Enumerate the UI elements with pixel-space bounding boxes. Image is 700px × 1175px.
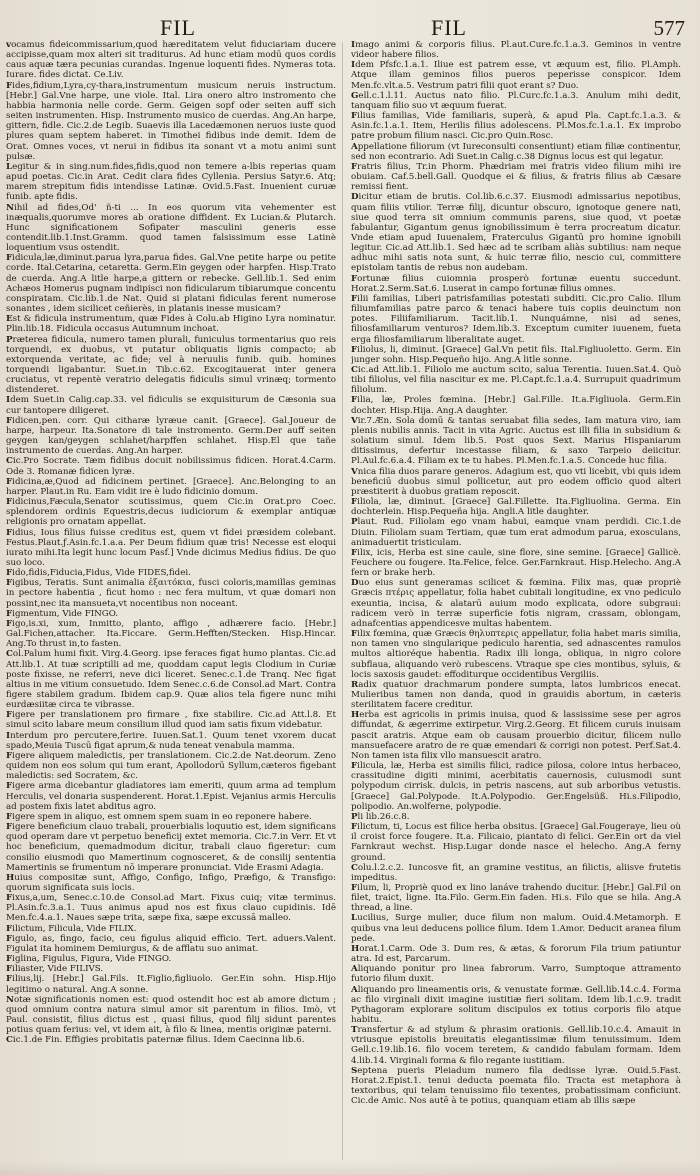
dictionary-entry: Legitur & in sing.num.fides,fidis,quod non temere a-lbis reperias quam apud poetas. Cic.in Arat. Cedit clara fides Cyllenia. Persius Satyr.6. Atq; marem strepitum fidis intendisse Latinæ. Ovid.5.Fast. Inuenient curuæ funib. apte fidis. [6,161,336,203]
dictionary-entry: Filiola, læ, diminut. [Graece] Gal.Fillette. Ita.Figliuolina. Germa. Ein dochterlein. Hisp.Pequeña hija. Angli.A litle daughter. [351,497,681,518]
dictionary-entry: Dicitur etiam de brutis. Col.lib.6.c.37. Eiusmodi admissarius nepotibus, quam filiis vtilior. Terræ filij, dicuntur obscuro, ignotoque genere nati, siue quod terra sit omnium communis parens, siue quod, vt poetæ fabulantur, Gigantum genus ignobilissimum è terra procreatum dicatur. Vnde etiam apud Iuuenalem, Fraterculus Gigantū pro homine ignobili legitur. Cic.ad Att.lib.1. Sed hæc ad te scribam aliàs subtilius: nam neque adhuc mihi satis nota sunt, & huic terræ filio, nescio cui, committere epistolam tantis de rebus non audebam. [351,192,681,274]
column-divider [342,42,343,1160]
dictionary-entry: Herba est agricolis in primis inuisa, quod & lassissime sese per agros diffundat, & ægerrime extirpetur. Virg.2.Georg. Et filicem curuis inuisam pascit aratris. Atque eam ob causam prouerbio dicitur, filicem nullo mansuefacere aratro de re quæ emendari & corrigi non potest. Perf.Sat.4. Non tamen ista filix vllo mansuescit aratro. [351,710,681,761]
dictionary-entry: Fortunæ filius cuiomnia prosperò fortunæ euentu succedunt. Horat.2.Serm.Sat.6. Luserat in campo fortunæ filius omnes. [351,273,681,294]
dictionary-entry: Figibus, Teratis. Sunt animalia ἐξαιτόκια, fusci coloris,mamillas geminas in pectore habentia , ficut homo : nec fera multum, vt quæ domari non possint,nec ita mansueta,vt nocentibus non noceant. [6,578,336,609]
dictionary-entry: Nihil ad fides,Od' ñ-ti ... In eos quorum vita vehementer est inæqualis,quorumve mores ab oratione diffident. Ex Lucian.& Plutarch. Hunc significationem Sofipater masculini generis esse contendit.lib.1.Inst.Gramm. quod tamen falsissimum esse Latinè loquentium vsus ostendit. [6,202,336,254]
dictionary-entry: Appellatione filiorum (vt Iureconsulti consentiunt) etiam filiæ continentur, sed non econtrario. Adi Suet.in Calig.c.38 Dignus locus est qui legatur. [351,141,681,162]
right-running-head: FIL [431,15,467,40]
left-running-head: FIL [160,15,196,40]
page-header [0,9,700,40]
dictionary-entry: Filicula, læ, Herba est similis filici, radice pilosa, colore intus herbaceo, crassitudine digiti minimi, acerbitatis cauernosis, cuiusmodi sunt polypodum cirrisk. dulcis, in petris nascens, aut sub arboribus vetustis. [Graece] Gal.Polypode. It.A.Polypodio. Ger.Engelsüß. Hi.s.Filipodio, polipodio. An.wolferne, polypodie. [351,761,681,812]
dictionary-entry: Figo,is.xi, xum, Inmitto, planto, affigo , adhærere facio. [Hebr.] Gal.Fichen,attacher. Ita.Ficcare. Germ.Hefften/Stecken. Hisp.Hincar. Ang.To thrust in,to fasten. [6,618,336,650]
dictionary-entry: Cic.ad Att.lib.1. Filiolo me auctum scito, salua Terentia. Iuuen.Sat.4. Quò tibi filiolus, vel filia nascitur ex me. Pl.Capt.fc.1.a.4. Surrupuit quadrimum filiolum. [351,365,681,396]
dictionary-entry: Vir.7.Æn. Sola domū & tantas seruabat filia sedes, Iam matura viro, iam plenis nubilis annis. Tacit in vita Agric. Auctus est illi filia in subsidium & solatium simul. Idem lib.5. Post quos Sext. Marius Hispaniarum ditissimus, defertur incestasse filiam, & saxo Tarpeio deiicitur. Pl.Aul.fc.6.a.4. Filiam ex te tu habes. Pl.Men.fc.1.a.5. Concede huc filia. [351,415,681,467]
dictionary-entry: Filia, læ, Proles fœmina. [Hebr.] Gal.Fille. It.a.Figliuola. Germ.Ein dochter. Hisp.Hija. Ang.A daughter. [351,395,681,416]
dictionary-entry: Septena pueris Pleiadum numero fila dedisse lyræ. Ouid.5.Fast. Horat.2.Epist.1. tenui deducta poemata filo. Tracta est metaphora à textoribus, qui telam tenuissimo filo texentes, probatissimam conficiunt. Cic.de Amic. Nos autē à te potius, quanquam etiam ab illis sæpe [351,1065,681,1107]
dictionary-entry: Figulo, as, fingo, facio, ceu figulus aliquid efficio. Tert. aduers.Valent. Figulat ita hominem Demiurgus, & de afflatu suo animat. [6,933,336,954]
dictionary-entry: Filix fœmina, quæ Græcis θηλυπτερις appellatur, folia habet maris similia, non tamen vno singularique pediculo harentia, sed adnascentes ramulos multos altioréque habentia. Radix illi longa, obliqua, in nigro colore subflaua, aliquando verò rubescens. Vtraque spe cies montibus, syluis, & locis saxosis gaudet: effoditurque occidentibus Vergiliis. [351,629,681,680]
dictionary-entry: Fidicula,læ,diminut.parua lyra,parua fides. Gal.Vne petite harpe ou petite corde. Ital.Cetarina, cetaretta. Germ.Ein geygen oder harpfen. Hisp.Trato de cuerda. Ang.A litle harpe,a gittern or rebecke. Gell.lib.1. Sed enim Achæos Homerus pugnam indipisci non fidicularum tibiarumque concentu conspiratam. Cic.lib.1.de Nat. Quid si platani fidiculas ferent numerose sonantes , idem sicilicet ceñierès, in platanis inesse musicam? [6,253,336,315]
dictionary-entry: Huius compositæ sunt, Affigo, Configo, Infigo, Præfigo, & Transfigo: quorum significata suis locis. [6,872,336,893]
dictionary-entry: Lucilius, Surge mulier, duce filum non malum. Ouid.4.Metamorph. E quibus vna leui deducens pollice filum. Idem 1.Amor. Deducit aranea filum pede. [351,913,681,944]
dictionary-entry: Colu.l.2.c.2. Iuncosve fit, an gramine vestitus, an filictis, aliisve frutetis impeditus. [351,862,681,883]
right-entry-list [351,40,681,1106]
dictionary-entry: Filictum, Filicula, Vide FILIX. [6,923,137,934]
dictionary-entry: Horat.1.Carm. Ode 3. Dum res, & ætas, & fororum Fila trium patiuntur atra. Id est, Parcarum. [351,943,681,965]
dictionary-entry: Fratris filius, Tr.in Phorm. Phædriam mei fratris video filium mihi ire obuiam. Caf.5.bell.Gall. Quodque ei & filius, & fratris filius ab Cæsare remissi fient. [351,161,681,193]
dictionary-entry: Filictum, ti, Locus est filice herba obsitus. [Graece] Gal.Fougeraye, lieu où il croist force fougere. It.a. Filicaio, piantato di felici. Ger.Ein ort da viel Farnkraut wechst. Hisp.Lugar donde nasce el helecho. Ang.A ferny ground. [351,822,681,863]
dictionary-entry: Fidicen,pen. corr. Qui citharæ lyræue canit. [Graece]. Gal.Joueur de harpe, harpeur. Ita.Sonatore di tale instromento. Germ.Der auff seiten geygen kan/geygen schlahet/harpffen schlahet. Hisp.El que tañe instrumento de cuerdas. Ang.An harper. [6,415,336,457]
dictionary-entry: Filius,lij. [Hebr.] Gal.Fils. It.Figlio,figliuolo. Ger.Ein sohn. Hisp.Hijo legitimo o natural. Ang.A sonne. [6,974,336,995]
dictionary-entry: Transfertur & ad stylum & phrasim orationis. Gell.lib.10.c.4. Amauit in vtriusque epistolis breuitatis elegantissimæ filum tenuissimum. Idem Gell.c.19.lib.16. filo vocem teretem, & candido fabulam formam. Idem 4.lib.14. Virginali forma & filo regante iustitiam. [351,1025,681,1066]
dictionary-entry: Figere aliquem maledictis, per translationem. Cic.2.de Nat.deorum. Zeno quidem non eos solum qui tum erant, Apollodorū Syllum,cæteros figebant maledictis: sed Socratem, &c. [6,750,336,782]
dictionary-entry: Figere arma dicebantur gladiatores iam emeriti, quum arma ad templum Herculis, vel donaria suspenderent. Horat.1.Epist. Vejanius armis Herculis ad postem fixis latet abditus agro. [6,781,336,812]
dictionary-entry: Filiolus, li, diminut. [Graece] Gal.Vn petit fils. Ital.Figliuoletto. Germ. Ein junger sohn. Hisp.Pequeño hijo. Ang.A litle sonne. [351,344,681,365]
dictionary-entry: Cic.1.de Fin. Effigies probitatis paternæ filius. Idem Caecinna lib.6. [6,1035,305,1046]
dictionary-entry: Idem Pfsfc.1.a.1. Iliue est patrem esse, vt æquum est, filio. Pl.Amph. Atque illam geminos filios pueros peperisse conspicor. Idem Men.fc.vlt.a.5. Vestrum patri filii quot erant s? Duo. [351,60,681,91]
dictionary-entry: Fidicina,æ,Quod ad fidicinem pertinet. [Graece]. Anc.Belonging to an harper. Plaut.in Ru. Eam vidit ire è ludo fidicinio domum. [6,476,336,497]
dictionary-entry: Fido,fidis,Fiducia,Fidus, Vide FIDES,fidei. [6,568,191,579]
dictionary-entry: Fides,fidium,Lyra,cy-thara,instrumentum musicum neruis instructum. [Hebr.] Gal.Vne harpe, une viole. Ital. Lira onero altro instromento che habbia harmonia nelle corde. Germ. Geigen sopf oder seiten auff sich seiten instrumenten. Hisp. Instrumento musico de cuerdas. Ang.An harpe, gittern, fidle. Cic.2.de Legib. Suaevis illa Lacedæmonen neruos iuste quod plures quam septem haberet. in Timothei fidibus inde demit. Idem de Orat. Omnes voces, vt nerui in fidibus ita sonant vt a motu animi sunt pulsæ. [6,80,336,162]
dictionary-entry: Filii familias, Liberi patrisfamilias potestati subditi. Cic.pro Calio. Illum filiumfamilias patre parco & tenaci habere tuis copiis deuinctum non potes. Filiifamiliarum. Tacit.lib.1. Nunquámne, nisi ad senes, filiosfamiliarum venturos? Idem.lib.3. Exceptum cumiter iuuenem, fueta erga filiosfamiliarum liberalitate auget. [351,293,681,345]
page-number: 577 [653,16,685,40]
dictionary-entry: Figlina, Figulus, Figura, Vide FINGO. [6,954,172,965]
dictionary-entry: Gell.c.1.l.11. Auctus nato filio. Pl.Curc.fc.1.a.3. Anulum mihi dedit, tanquam filio suo vt æquum fuerat. [351,90,681,111]
dictionary-entry: Aliquando pro lineamentis oris, & venustate formæ. Gell.lib.14.c.4. Forma ac filo virginali dixit imagine iustitiæ fieri solitam. Idem lib.1.c.9. tradit Pythagoram explorare solitum discipulos ex totius corporis filo atque habitu. [351,984,681,1025]
dictionary-entry: Fidius, Ious filius fuisse creditus est, quem vt fidei præsidem colebant. Festus.Plaut.ƒ.Asin.fc.1.a.a. Per Deum fidium quæ tris! Necesse est eloqui iurato mihi.Ita legit hunc locum Pasf.] Vnde dicimus Medius fidius. De quo suo loco. [6,527,336,568]
right-text-column [351,40,681,1165]
dictionary-entry: Imago animi & corporis filius. Pl.aut.Cure.fc.1.a.3. Geminos in ventre videor habere filios. [351,40,681,61]
dictionary-entry: Præterea fidicula, numero tamen plurali, funiculus tormentarius quo reis torquendi, ex duobus, vt putatur obliquatis lignis compacto; ab extorquenda veritate, ac fide; vel à neruulis funib. quib. homines torquendi ligabantur. Suet.in Tib.c.62. Excogitauerat inter genera cruciatus, vt repentè veratrio delegatis fidiculis simul vrinæq; tormento distenderet. [6,334,336,396]
dictionary-entry: Filix, icis, Herba est sine caule, sine flore, sine semine. [Graece] Gallicè. Feuchere ou fougere. Ita.Felice, felce. Ger.Farnkraut. Hisp.Helecho. Ang.A fern or brake herb. [351,547,681,579]
dictionary-entry: Figere spem in aliquo, est omnem spem suam in eo reponere habere. [6,811,312,822]
dictionary-entry: Idem Suet.in Calig.cap.33. vel fidiculis se exquisiturum de Cæsonia sua cur tantopere diligeret. [6,395,336,416]
dictionary-entry: Pli lib.26.c.8. [351,811,410,822]
dictionary-entry: Est & fidicula instrumentum, quæ Fides à Colu.ab Higino Lyra nominatur. Plin.lib.18. Fidicula occasus Autumnum inchoat. [6,314,336,335]
dictionary-entry: Figmentum, Vide FINGO. [6,608,119,619]
page-shadow [0,1161,700,1175]
dictionary-entry: Filum, li, Propriè quod ex lino lanáve trahendo ducitur. [Hebr.] Gal.Fil on filet, traict, ligne. Ita.Filo. Germ.Ein faden. Hi.s. Filo que se hila. Ang.A thread, a line. [351,882,681,914]
dictionary-entry: Notæ significationis nomen est: quod ostendit hoc est ab amore dictum ; quod omnium contra natura simul amor sit parentum in filios. Imò, vt Paul. consistit, filius dictus est , quasi filius, quod filij sidunt parentes potius quam ferius: vel, vt idem ait, à filo & linea, mentis originæ paterni. [6,994,336,1036]
dictionary-entry: Filius familias, Vide familiaris, superà, & apud Pla. Capt.fc.1.a.3. & Asin.fc.1.a.1. Item, Herilis filius adolescens. Pl.Mos.fc.1.a.1. Ex improbo patre probum filium nasci. Cic.pro Quin.Rosc. [351,111,681,142]
dictionary-entry: Fidicinus,Fæcula,Senator scutissimus, quem Cic.in Orat.pro Coec. splendorem ordinis Equestris,decus iudiciorum & exemplar antiquæ religionis pro ornatam appellat. [6,497,336,528]
dictionary-entry: Duo eius sunt generamas scilicet & fœmina. Filix mas, quæ propriè Græcis πτέρις appellatur, folia habet cubitali longitudine, ex vno pediculo exeuntia, incisa, & alatarū auium modo explicata, odore subgraui: radicem verò in terræ superficie fotis nigram, crassam, oblongam, adnafcentias appendicesve multas habentem. [351,578,681,629]
left-text-column [6,40,336,1165]
dictionary-entry: Figere beneficium clauo trabali, prouerbialis loquutio est, idem significans quod operam dare vt perpetuo beneficij extet memoria. Cic.7.in Verr. Et vt hoc beneficium, quemadmodum dicitur, trabali clauo figeretur: cum consilio eiusmodi quo Mamertinum cognosceret, & de consilij sententia Mamertinis se frumentum nō imperare pronunciat. Vide Erasmi Adagia. [6,822,336,873]
dictionary-entry: Radix quatuor drachmarum pondere sumpta, latos lumbricos enecat. Mulieribus tamen non danda, quod in grauidis abortum, in cæteris sterilitatem facere creditur. [351,679,681,711]
dictionary-entry: Fixus,a,um, Senec.c.10.de Consol.ad Mart. Fixus cuiq; vitæ terminus. Pl.Asin.fc.3.a.1. Tuus animus apud nos est fixus clauo cupidinis. Idē Men.fc.4.a.1. Naues sæpe trita, sæpe fixa, sæpe excussā malleo. [6,893,336,924]
dictionary-entry: Figere per translationem pro firmare , fixe stabilire. Cic.ad Att.l.8. Et simul scito labare meum consilium illud quod iam satis fixum videbatur. [6,710,336,731]
dictionary-entry: Filiaster, Vide FILIVS. [6,964,104,975]
left-entry-list [6,40,336,1045]
dictionary-entry: Cic.Pro Socrate. Tæm fidibus docuit nobilissimus fidicen. Horat.4.Carm. Ode 3. Romanæ fidicen lyræ. [6,456,336,477]
dictionary-entry: Vnica filia duos parare generos. Adagium est, quo vti licebit, vbi quis idem beneficiū duobus simul pollicetur, aut pro eodem officio quod alteri præstiterit à duobus gratiam reposcit. [351,466,681,497]
dictionary-entry: Interdum pro percutere,ferire. Iuuen.Sat.1. Quum tenet vxorem ducat spado,Meuia Tuscū figat aprum,& nuda teneat venabula mamma. [6,730,336,751]
dictionary-entry: Col.Palum humi fixit. Virg.4.Georg. ipse feraces figat humo plantas. Cic.ad Att.lib.1. At tuæ scriptilli ad me, quoddam caput legis Clodium in Curiæ poste fixisse, ne referri, neve dici liceret. Senec.c.1.de Tranq. Nec figat altius in me vitium consuetudo. Idem Senec.c.6.de Consol.ad Mart. Contra figere stabilem gradum. Ibidem cap.9. Quæ alios tela figere nunc mihi eurdæsiitæ circa te vibrasse. [6,649,336,711]
dictionary-entry: Aliquando ponitur pro linea fabrorum. Varro, Sumptoque attramento futorio filum duxit. [351,964,681,985]
dictionary-entry: Plaut. Rud. Filiolam ego vnam habui, eamque vnam perdidi. Cic.1.de Diuin. Filiolam suam Tertiam, quæ tum erat admodum parua, exosculans, animaduertit tristiculam. [351,517,681,548]
dictionary-entry: vocamus fideicommissarium,quod hæreditatem velut fiduciariam ducere accipisse,quam mox alteri sit traditurus. Ad hunc etiam modū quos cordis caus aquæ tæra pecunias curandas. Ingenue loquenti fides. Nymeras tota. Iurare. fides dictat. Ce.Liv. [6,40,336,81]
